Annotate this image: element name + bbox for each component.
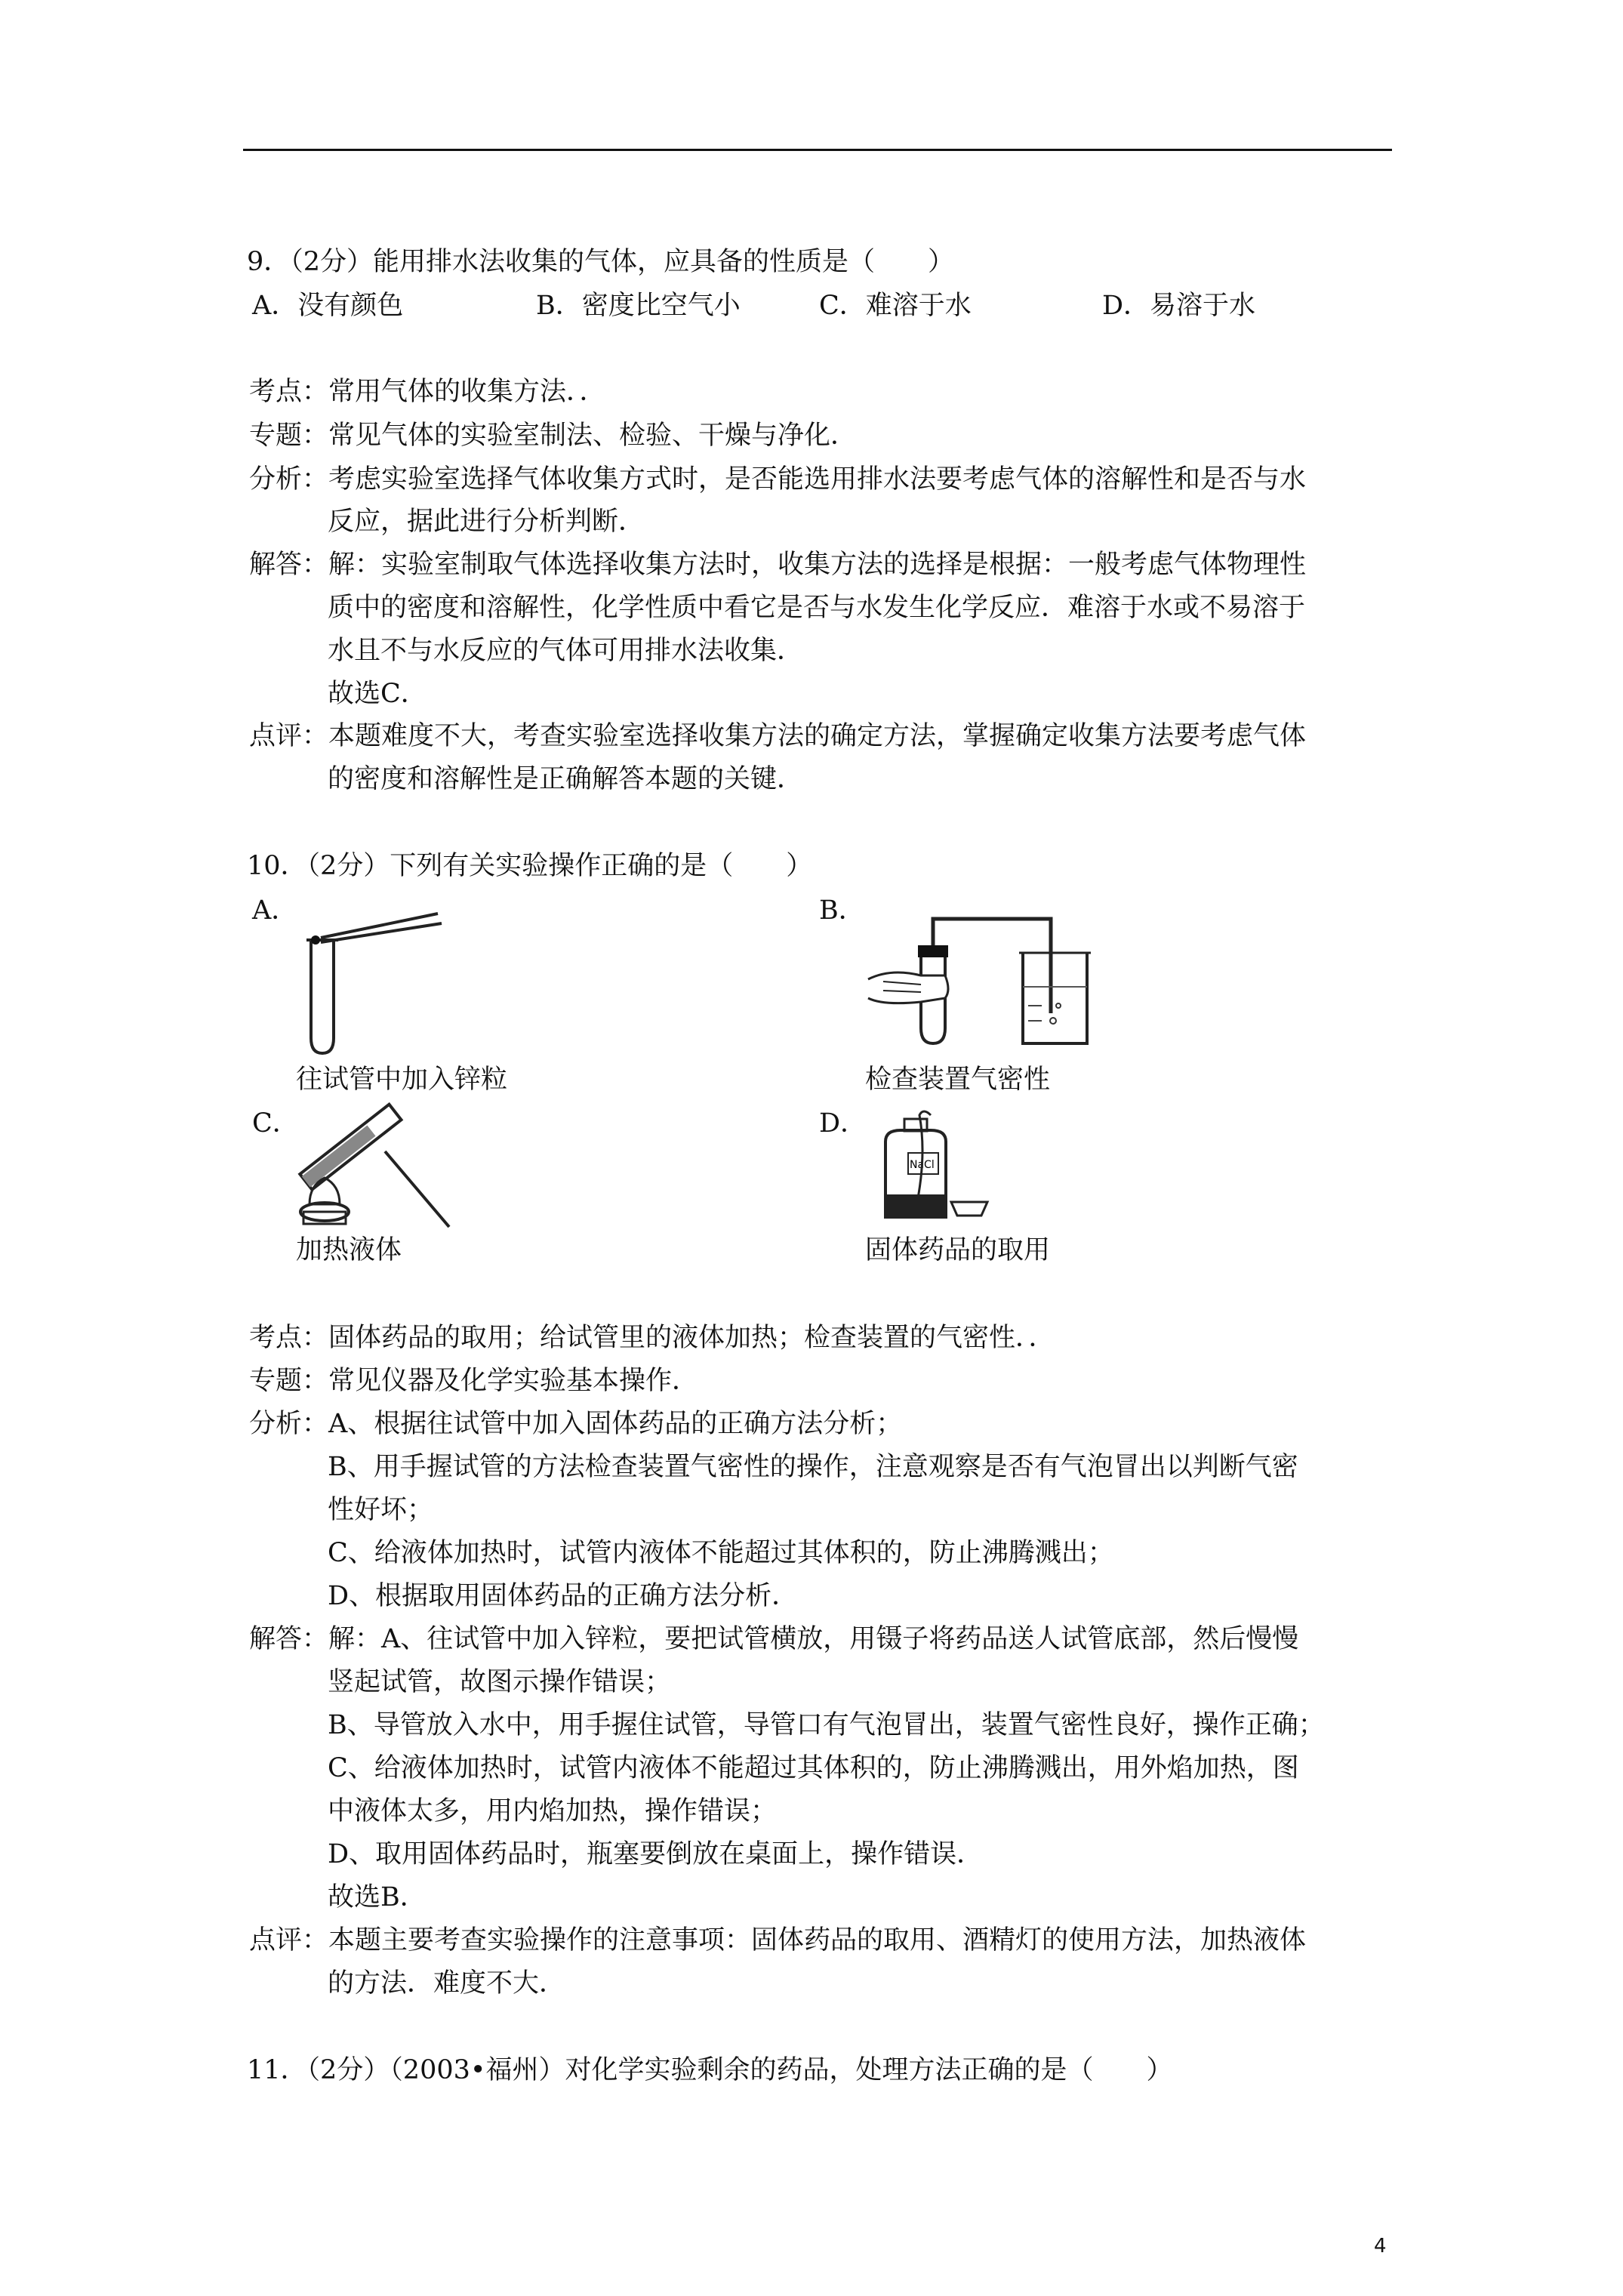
take-solid-reagent-illustration — [867, 1111, 995, 1221]
q10-kaodian: 考点：固体药品的取用；给试管里的液体加热；检查装置的气密性．． — [249, 1323, 1055, 1353]
q9-stem: 9．（2分）能用排水法收集的气体，应具备的性质是（ ） — [247, 247, 955, 277]
q10-option-b-letter: B． — [819, 895, 865, 926]
q10-jieda-4: C、给液体加热时，试管内液体不能超过其体积的，防止沸腾溅出，用外焰加热，图 — [328, 1753, 1299, 1783]
add-zinc-to-test-tube-illustration — [294, 917, 476, 1057]
q9-jieda-2: 质中的密度和溶解性，化学性质中看它是否与水发生化学反应．难溶于水或不易溶于 — [328, 593, 1306, 623]
q10-dianping-1: 点评：本题主要考查实验操作的注意事项：固体药品的取用、酒精灯的使用方法，加热液体 — [249, 1925, 1307, 1955]
q9-option-a: A．没有颜色 — [252, 291, 404, 321]
q10-jieda-7: 故选B． — [328, 1882, 427, 1912]
q10-option-d-letter: D． — [819, 1108, 867, 1139]
q9-fenxi-1: 分析：考虑实验室选择气体收集方式时，是否能选用排水法要考虑气体的溶解性和是否与水 — [249, 464, 1307, 495]
q11-stem: 11．（2分）（2003•福州）对化学实验剩余的药品，处理方法正确的是（ ） — [247, 2055, 1173, 2085]
q10-option-b-caption: 检查装置气密性 — [865, 1065, 1051, 1095]
q9-option-b: B．密度比空气小 — [536, 291, 741, 321]
q9-option-d: D．易溶于水 — [1102, 291, 1256, 321]
q10-fenxi-2: B、用手握试管的方法检查装置气密性的操作，注意观察是否有气泡冒出以判断气密 — [328, 1452, 1298, 1482]
q10-fenxi-4: C、给液体加热时，试管内液体不能超过其体积的，防止沸腾溅出； — [328, 1538, 1114, 1568]
q10-fenxi-1: 分析：A、根据往试管中加入固体药品的正确方法分析； — [249, 1409, 903, 1439]
page-number: 4 — [1374, 2235, 1387, 2257]
bottle-label: NaCl — [910, 1159, 935, 1171]
q10-option-a-caption: 往试管中加入锌粒 — [296, 1065, 508, 1095]
q10-option-c-letter: C． — [252, 1108, 299, 1139]
q10-dianping-2: 的方法．难度不大． — [328, 1968, 566, 1999]
q10-fenxi-5: D、根据取用固体药品的正确方法分析． — [328, 1581, 799, 1611]
q9-dianping-1: 点评：本题难度不大，考查实验室选择收集方法的确定方法，掌握确定收集方法要考虑气体 — [249, 721, 1307, 751]
q9-jieda-1: 解答：解：实验室制取气体选择收集方法时，收集方法的选择是根据：一般考虑气体物理性 — [249, 550, 1307, 580]
q9-jieda-4: 故选C． — [328, 679, 427, 709]
q9-option-c: C．难溶于水 — [819, 291, 972, 321]
q10-jieda-1: 解答：解：A、往试管中加入锌粒，要把试管横放，用镊子将药品送人试管底部，然后慢慢 — [249, 1624, 1299, 1654]
q9-dianping-2: 的密度和溶解性是正确解答本题的关键． — [328, 764, 804, 794]
q9-zhuanti: 专题：常见气体的实验室制法、检验、干燥与净化． — [249, 421, 858, 451]
q10-zhuanti: 专题：常见仪器及化学实验基本操作． — [249, 1366, 699, 1396]
q10-option-d-caption: 固体药品的取用 — [865, 1235, 1051, 1265]
q9-jieda-3: 水且不与水反应的气体可用排水法收集． — [328, 636, 804, 666]
q10-stem: 10．（2分）下列有关实验操作正确的是（ ） — [247, 851, 813, 881]
q10-option-c-caption: 加热液体 — [296, 1235, 402, 1265]
q9-kaodian: 考点：常用气体的收集方法．． — [249, 377, 606, 407]
header-rule — [243, 149, 1392, 151]
q10-option-a-letter: A． — [252, 895, 298, 926]
q9-fenxi-2: 反应，据此进行分析判断． — [328, 507, 645, 537]
q10-jieda-6: D、取用固体药品时，瓶塞要倒放在桌面上，操作错误． — [328, 1839, 984, 1869]
q10-jieda-3: B、导管放入水中，用手握住试管，导管口有气泡冒出，装置气密性良好，操作正确； — [328, 1710, 1325, 1740]
q10-jieda-2: 竖起试管，故图示操作错误； — [328, 1667, 672, 1697]
q10-fenxi-3: 性好坏； — [328, 1495, 434, 1525]
heat-liquid-illustration — [294, 1110, 468, 1231]
check-airtightness-illustration — [861, 915, 1110, 1047]
q10-jieda-5: 中液体太多，用内焰加热，操作错误； — [328, 1796, 778, 1826]
